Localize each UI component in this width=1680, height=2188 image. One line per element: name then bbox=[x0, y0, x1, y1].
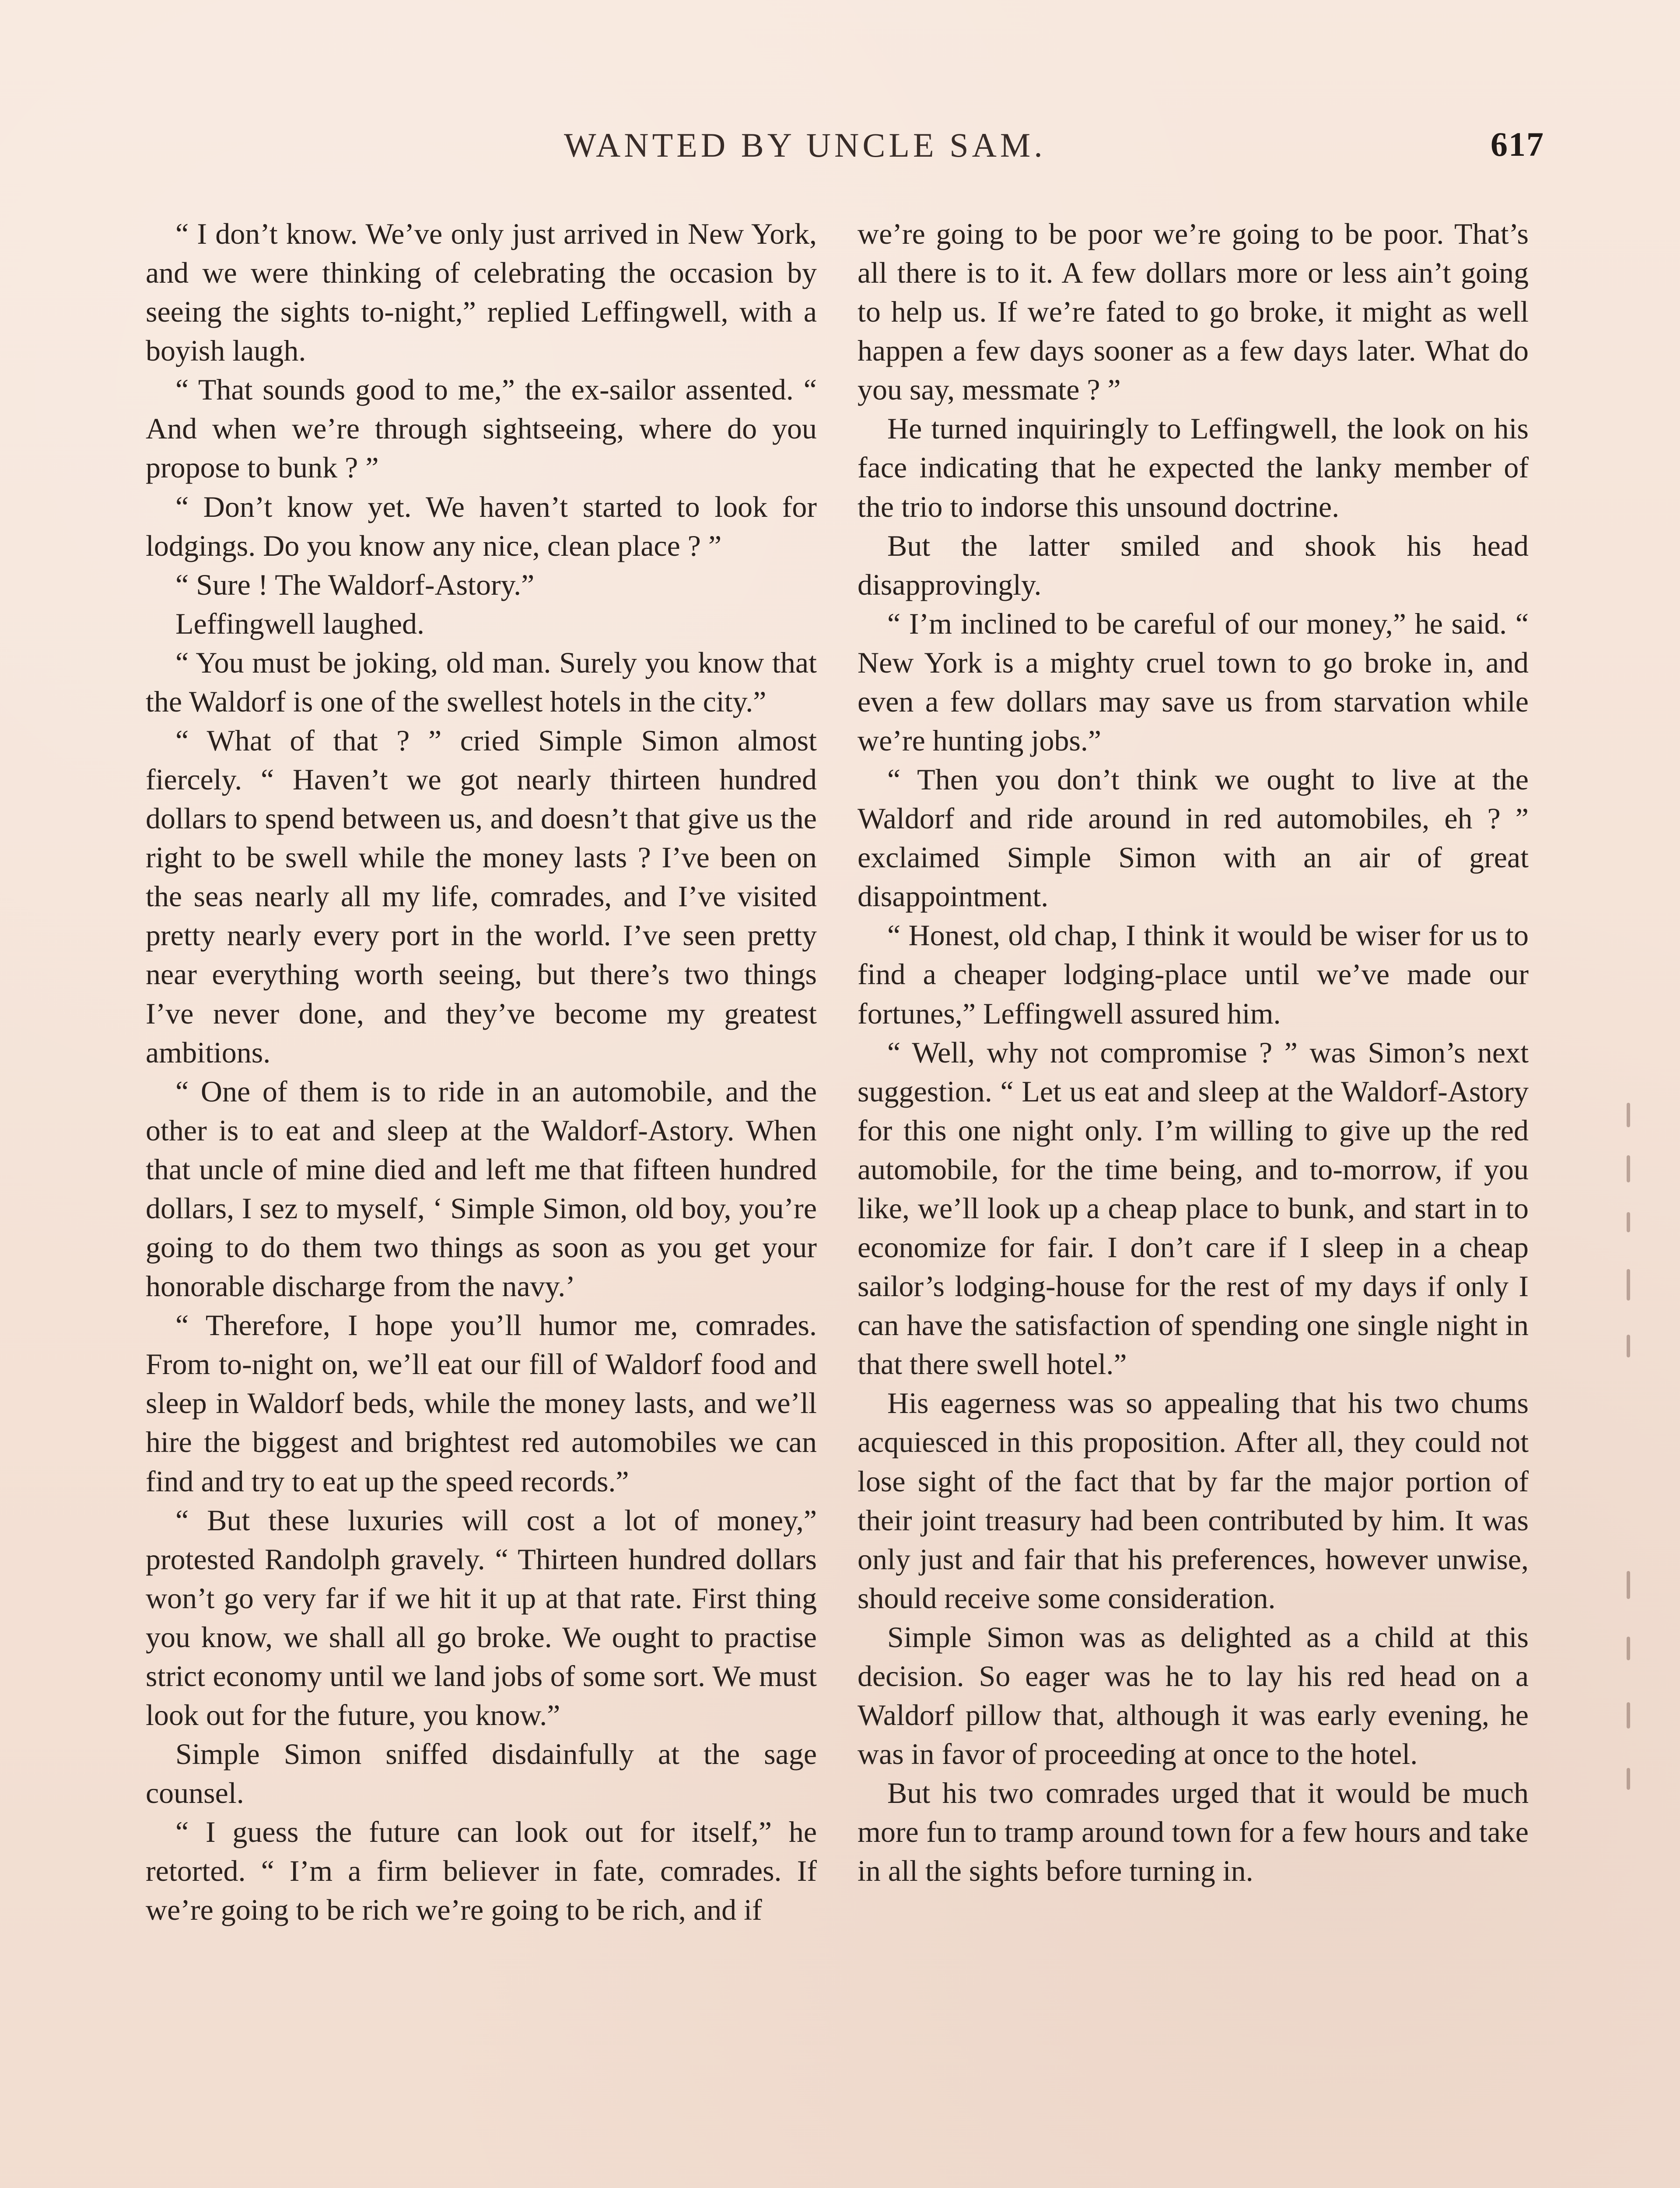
paragraph: “ One of them is to ride in an automobile, and the other is to eat and sleep at the Waldorf-Astory. When that uncle of mine died and left me that fifteen hundred dollars, I sez to myself, ‘ Simple Simon, old boy, you’re going to do them two things as soon as you get your honorable discharge from the navy.’ bbox=[146, 1074, 817, 1303]
paragraph: He turned inquiringly to Leffingwell, the look on his face indicating that he expected the lanky member of the trio to indorse this unsound doctrine. bbox=[858, 412, 1529, 523]
paragraph: “ You must be joking, old man. Surely you know that the Waldorf is one of the swellest hotels in the city.” bbox=[146, 645, 817, 718]
page-number: 617 bbox=[1491, 125, 1544, 163]
paragraph: “ That sounds good to me,” the ex-sailor assented. “ And when we’re through sightseeing, where do you propose to bunk ? ” bbox=[146, 373, 817, 484]
stitch-mark bbox=[1627, 1768, 1630, 1790]
right-text-column bbox=[858, 214, 1529, 2188]
stitch-mark bbox=[1627, 1212, 1630, 1232]
binding-stitch-marks bbox=[1627, 1103, 1632, 1838]
paragraph: “ Well, why not compromise ? ” was Simon’s next suggestion. “ Let us eat and sleep at the Waldorf-Astory for this one night only. I’m willing to give up the red automobile, for the time being, and to-morrow, if you like, we’ll look up a cheap place to bunk, and start in to economize for fair. I don’t care if I sleep in a cheap sailor’s lodging-house for the rest of my days if only I can have the satisfaction of spending one single night in that there swell hotel.” bbox=[858, 1035, 1529, 1381]
paragraph: “ Therefore, I hope you’ll humor me, comrades. From to-night on, we’ll eat our fill of Waldorf food and sleep in Waldorf beds, while the money lasts, and we’ll hire the biggest and brightest red automobiles we can find and try to eat up the speed records.” bbox=[146, 1308, 817, 1498]
paragraph: Simple Simon sniffed disdainfully at the sage counsel. bbox=[146, 1737, 817, 1810]
stitch-mark bbox=[1627, 1702, 1630, 1729]
paragraph: we’re going to be poor we’re going to be poor. That’s all there is to it. A few dollars more or less ain’t going to help us. If we’re fated to go broke, it might as well happen a few days sooner as a few days later. What do you say, messmate ? ” bbox=[858, 217, 1529, 407]
stitch-mark bbox=[1627, 1335, 1630, 1357]
stitch-mark bbox=[1627, 1571, 1630, 1599]
stitch-mark bbox=[1627, 1155, 1630, 1182]
paragraph: But his two comrades urged that it would be much more fun to tramp around town for a few hours and take in all the sights before turning in. bbox=[858, 1776, 1529, 1888]
stitch-mark bbox=[1627, 1637, 1630, 1660]
paragraph: “ I’m inclined to be careful of our money,” he said. “ New York is a mighty cruel town to go broke in, and even a few dollars may save us from starvation while we’re hunting jobs.” bbox=[858, 607, 1529, 757]
paragraph: “ Then you don’t think we ought to live at the Waldorf and ride around in red automobiles, eh ? ” exclaimed Simple Simon with an air of great disappointment. bbox=[858, 763, 1529, 913]
page-header bbox=[564, 126, 1544, 174]
paragraph: Leffingwell laughed. bbox=[175, 607, 425, 640]
stitch-mark bbox=[1627, 1103, 1630, 1127]
paragraph: But the latter smiled and shook his head disapprovingly. bbox=[858, 529, 1529, 601]
paragraph: “ I guess the future can look out for itself,” he retorted. “ I’m a firm believer in fate, comrades. If we’re going to be rich we’re going to be rich, and if bbox=[146, 1815, 817, 1927]
paragraph: “ I don’t know. We’ve only just arrived in New York, and we were thinking of celebrating the occasion by seeing the sights to-night,” replied Leffingwell, with a boyish laugh. bbox=[146, 217, 817, 368]
stitch-mark bbox=[1627, 1269, 1630, 1301]
running-title: WANTED BY UNCLE SAM. bbox=[564, 126, 1046, 164]
paragraph: Simple Simon was as delighted as a child at this decision. So eager was he to lay his red head on a Waldorf pillow that, although it was early evening, he was in favor of proceeding at once to the hotel. bbox=[858, 1620, 1529, 1771]
paragraph: “ Honest, old chap, I think it would be wiser for us to find a cheaper lodging-place until we’ve made our fortunes,” Leffingwell assured him. bbox=[858, 919, 1529, 1030]
left-text-column bbox=[146, 214, 817, 2188]
paragraph: “ But these luxuries will cost a lot of money,” protested Randolph gravely. “ Thirteen hundred dollars won’t go very far if we hit it up at that rate. First thing you know, we shall all go broke. We ought to practise strict economy until we land jobs of some sort. We must look out for the future, you know.” bbox=[146, 1503, 817, 1732]
paragraph: “ Sure ! The Waldorf-Astory.” bbox=[175, 568, 535, 601]
paragraph: His eagerness was so appealing that his two chums acquiesced in this proposition. After all, they could not lose sight of the fact that by far the major portion of their joint treasury had been contributed by him. It was only just and fair that his preferences, however unwise, should receive some consideration. bbox=[858, 1386, 1529, 1615]
paragraph: “ What of that ? ” cried Simple Simon almost fiercely. “ Haven’t we got nearly thirteen hundred dollars to spend between us, and doesn’t that give us the right to be swell while the money lasts ? I’ve been on the seas nearly all my life, comrades, and I’ve visited pretty nearly every port in the world. I’ve seen pretty near everything worth seeing, but there’s two things I’ve never done, and they’ve become my greatest ambitions. bbox=[146, 724, 817, 1069]
paragraph: “ Don’t know yet. We haven’t started to look for lodgings. Do you know any nice, clean place ? ” bbox=[146, 490, 817, 562]
